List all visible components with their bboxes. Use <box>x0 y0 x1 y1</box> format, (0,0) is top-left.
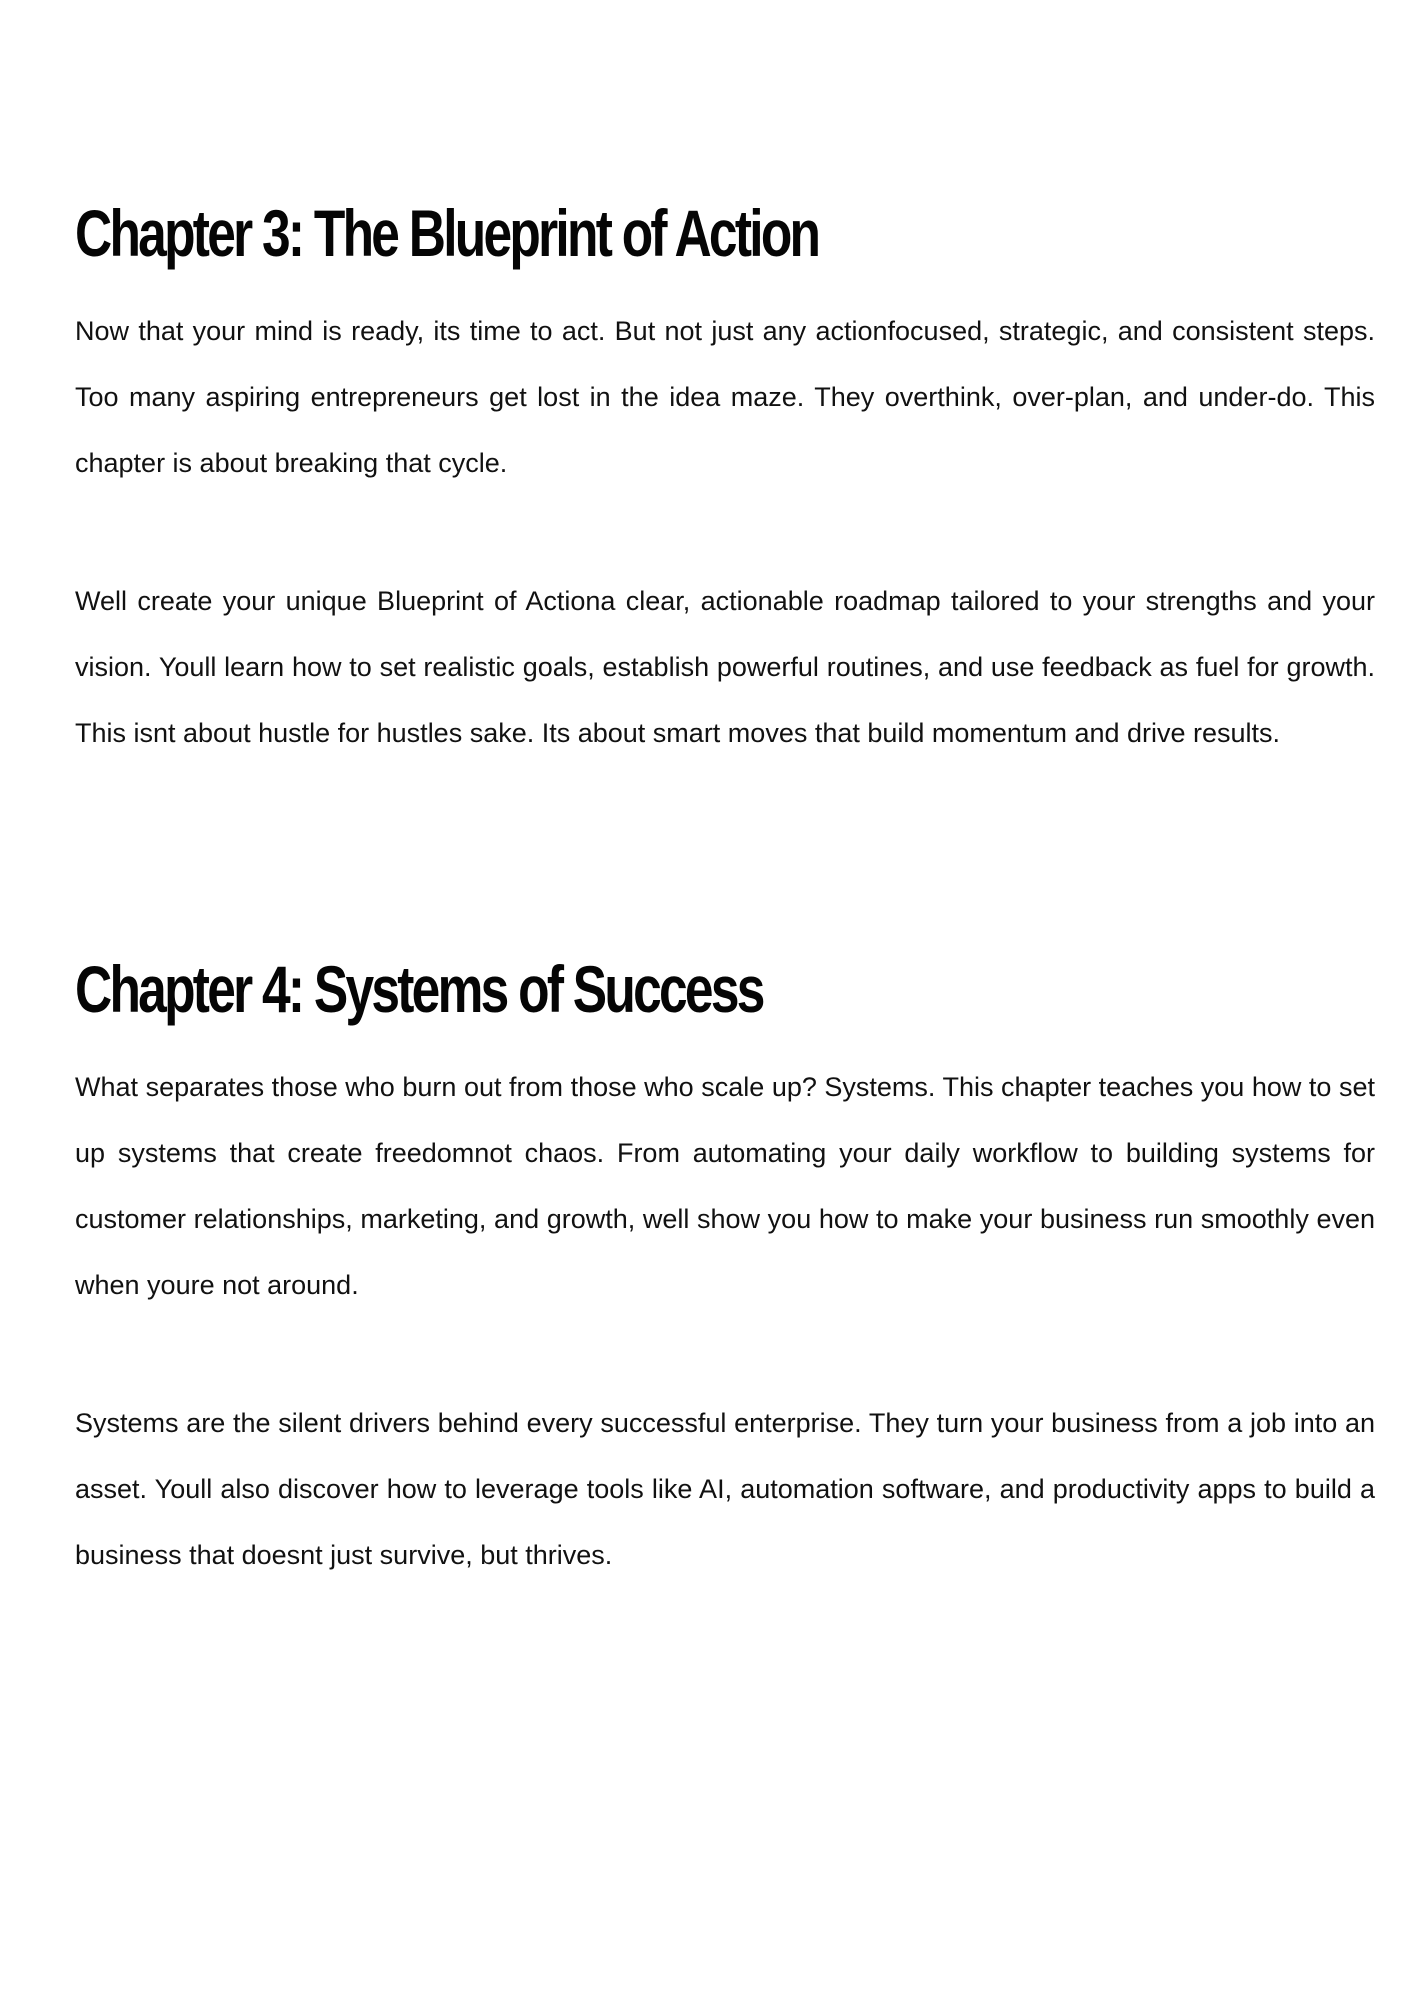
chapter-3-paragraph-1: Now that your mind is ready, its time to act. But not just any actionfocused, strategic, and consistent steps. Too many aspiring entrepreneurs get lost in the idea maze. They overthink, over-plan, and under-do. This chapter is about breaking that cycle. <box>75 316 1375 478</box>
chapter-3-paragraph-2: Well create your unique Blueprint of Actiona clear, actionable roadmap tailored to your strengths and your vision. Youll learn how to set realistic goals, establish powerful routines, and use feedback as fuel for growth. This isnt about hustle for hustles sake. Its about smart moves that build momentum and drive results. <box>75 586 1375 748</box>
chapter-4-section <box>75 944 1375 1588</box>
chapter-4-paragraph-1: What separates those who burn out from those who scale up? Systems. This chapter teaches you how to set up systems that create freedomnot chaos. From automating your daily workflow to building systems for customer relationships, marketing, and growth, well show you how to make your business run smoothly even when youre not around. <box>75 1072 1375 1300</box>
chapter-4-title: Chapter 4: Systems of Success <box>75 952 763 1026</box>
chapter-4-paragraph-2: Systems are the silent drivers behind every successful enterprise. They turn your business from a job into an asset. Youll also discover how to leverage tools like AI, automation software, and productivity apps to build a business that doesnt just survive, but thrives. <box>75 1408 1375 1570</box>
document-content <box>75 188 1375 1588</box>
chapter-3-title: Chapter 3: The Blueprint of Action <box>75 196 819 270</box>
chapter-3-section <box>75 188 1375 766</box>
